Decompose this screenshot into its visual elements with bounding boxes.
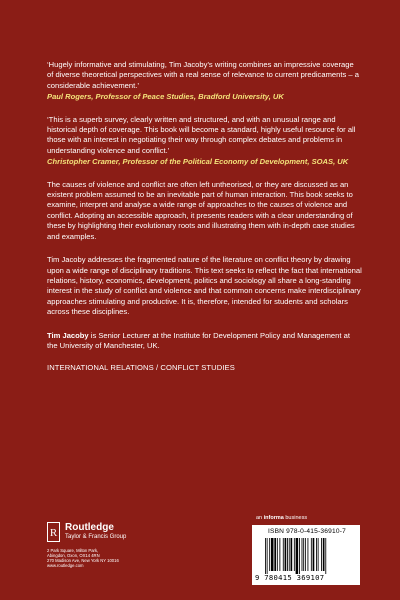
barcode-bar (308, 538, 309, 571)
logo-letter: R (49, 527, 58, 539)
informa-prefix: an (256, 515, 264, 521)
publisher-group: Taylor & Francis Group (65, 534, 127, 540)
barcode-bar (305, 538, 306, 571)
isbn-barcode-box (252, 525, 360, 585)
publisher-block (47, 522, 187, 568)
description-paragraph: Tim Jacoby addresses the fragmented nature of the literature on conflict theory by drawing upon a wide range of disciplinary traditions. This text seeks to reflect the fact that international relations, history, economics, development, politics and sociology all share a long-standing interest in the study of conflict and violence and that common concerns make interdisciplinary approaches stimulating and productive. It is, therefore, intended for students and scholars across these disciplines. (47, 255, 362, 317)
barcode-bar (323, 538, 325, 571)
isbn-label: ISBN 978-0-415-36910-7 (267, 528, 347, 535)
barcode-bar (269, 538, 270, 571)
barcode-bar (285, 538, 287, 571)
author-name: Tim Jacoby (47, 330, 89, 340)
quote-text: ‘This is a superb survey, clearly written and structured, and with an unusual range and historical depth of coverage. This book will become a standard, highly useful resource for all those with an interest in negotiating their way through complex debates and problems in understanding violence and conflict.’ (47, 114, 356, 155)
barcode-bar (287, 538, 288, 571)
informa-suffix: business (283, 515, 308, 521)
barcode-bar (291, 538, 293, 571)
barcode-bar (325, 538, 326, 574)
barcode-bar (274, 538, 276, 571)
barcode-bar (313, 538, 315, 571)
barcode-bar (289, 538, 290, 571)
barcode-bar (302, 538, 303, 571)
routledge-logo-icon (47, 522, 60, 542)
publisher-logo-row (47, 522, 187, 542)
address-line: www.routledge.com (47, 563, 84, 568)
author-bio (47, 331, 362, 352)
publisher-address (47, 548, 187, 568)
barcode-bar (283, 538, 284, 571)
quote-1 (47, 60, 362, 103)
barcode-bar (316, 538, 317, 571)
barcode-bar (294, 538, 295, 571)
author-bio-text: is Senior Lecturer at the Institute for Development Policy and Management at the University of Manchester, UK. (47, 330, 350, 350)
barcode-bar (303, 538, 304, 571)
publisher-name-block (65, 522, 126, 541)
barcode-bar (296, 538, 299, 574)
barcode-bar (271, 538, 274, 571)
subject-category: INTERNATIONAL RELATIONS / CONFLICT STUDIES (47, 363, 235, 373)
address-line: 270 Madison Ave, New York NY 10016 (47, 558, 119, 563)
quote-attribution: Paul Rogers, Professor of Peace Studies, Bradford University, UK (47, 92, 284, 102)
barcode-icon (265, 538, 355, 574)
publisher-name: Routledge (65, 522, 114, 533)
quote-text: ‘Hugely informative and stimulating, Tim Jacoby’s writing combines an impressive coverage of diverse theoretical perspectives with a real sense of relevance to current predicaments – a considerable achievement.’ (47, 60, 359, 90)
barcode-bar (311, 538, 312, 571)
quote-attribution: Christopher Cramer, Professor of the Political Economy of Development, SOAS, UK (47, 157, 349, 167)
barcode-bar (265, 538, 266, 574)
barcode-bar (318, 538, 319, 571)
quote-2 (47, 115, 362, 168)
address-line: 2 Park Square, Milton Park, (47, 548, 99, 553)
informa-tagline (256, 515, 307, 521)
barcode-bar (277, 538, 278, 571)
barcode-bar (299, 538, 300, 574)
description-paragraph: The causes of violence and conflict are often left untheorised, or they are discussed as an existent problem assumed to be an inevitable part of human interaction. This book seeks to examine, interpret and analyse a wide range of approaches to the causes of violence and conflict. Adopting an accessible approach, it presents readers with a clear understanding of these by highlighting their evolutionary roots and illustrating them with in-depth case studies and examples. (47, 179, 355, 241)
address-line: Abingdon, Oxon, OX14 4RN (47, 553, 100, 558)
barcode-bar (279, 538, 280, 571)
informa-brand: informa (263, 515, 284, 521)
barcode-bar (321, 538, 322, 571)
barcode-digits: 9 780415 369107 (255, 573, 325, 582)
blurb-column (47, 60, 362, 374)
barcode-bar (267, 538, 268, 574)
